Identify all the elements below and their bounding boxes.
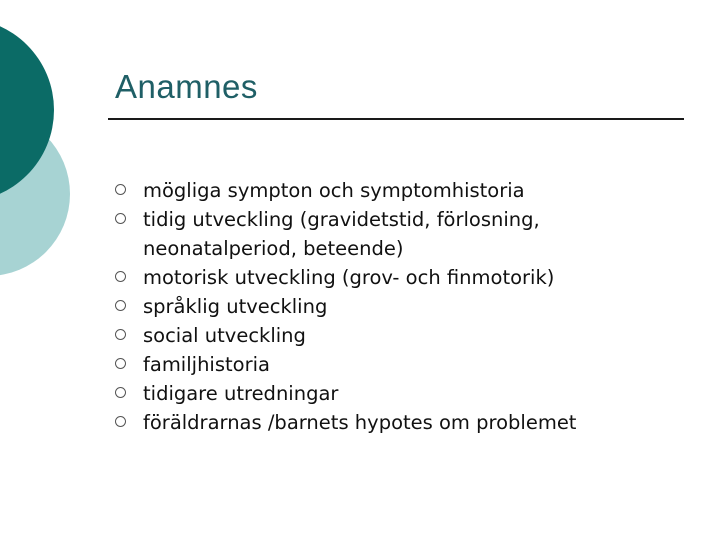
title-divider: [108, 118, 684, 120]
circle-outline-icon: [115, 300, 126, 311]
list-item: [112, 176, 692, 205]
circle-outline-icon: [115, 271, 126, 282]
circle-outline-icon: [115, 213, 126, 224]
list-item: [112, 292, 692, 321]
list-item: [112, 379, 692, 408]
list-item: [112, 321, 692, 350]
list-item: [112, 350, 692, 379]
list-item-text: mögliga sympton och symptomhistoria: [143, 179, 525, 202]
list-item-text: tidig utveckling (gravidetstid, förlosning, neonatalperiod, beteende): [143, 208, 540, 260]
circle-outline-icon: [115, 416, 126, 427]
decorative-circles: [0, 0, 120, 300]
list-item-text: social utveckling: [143, 324, 306, 347]
circle-outline-icon: [115, 358, 126, 369]
circle-outline-icon: [115, 184, 126, 195]
circle-outline-icon: [115, 329, 126, 340]
list-item-text: familjhistoria: [143, 353, 270, 376]
list-item: [112, 263, 692, 292]
list-item: [112, 408, 692, 437]
list-item-text: språklig utveckling: [143, 295, 328, 318]
list-item-text: motorisk utveckling (grov- och finmotorik): [143, 266, 555, 289]
list-item-text: tidigare utredningar: [143, 382, 339, 405]
slide-title: Anamnes: [115, 68, 258, 105]
circle-outline-icon: [115, 387, 126, 398]
list-item: [112, 205, 692, 263]
list-item-text: föräldrarnas /barnets hypotes om problemet: [143, 411, 577, 434]
bullet-list: [112, 176, 692, 437]
